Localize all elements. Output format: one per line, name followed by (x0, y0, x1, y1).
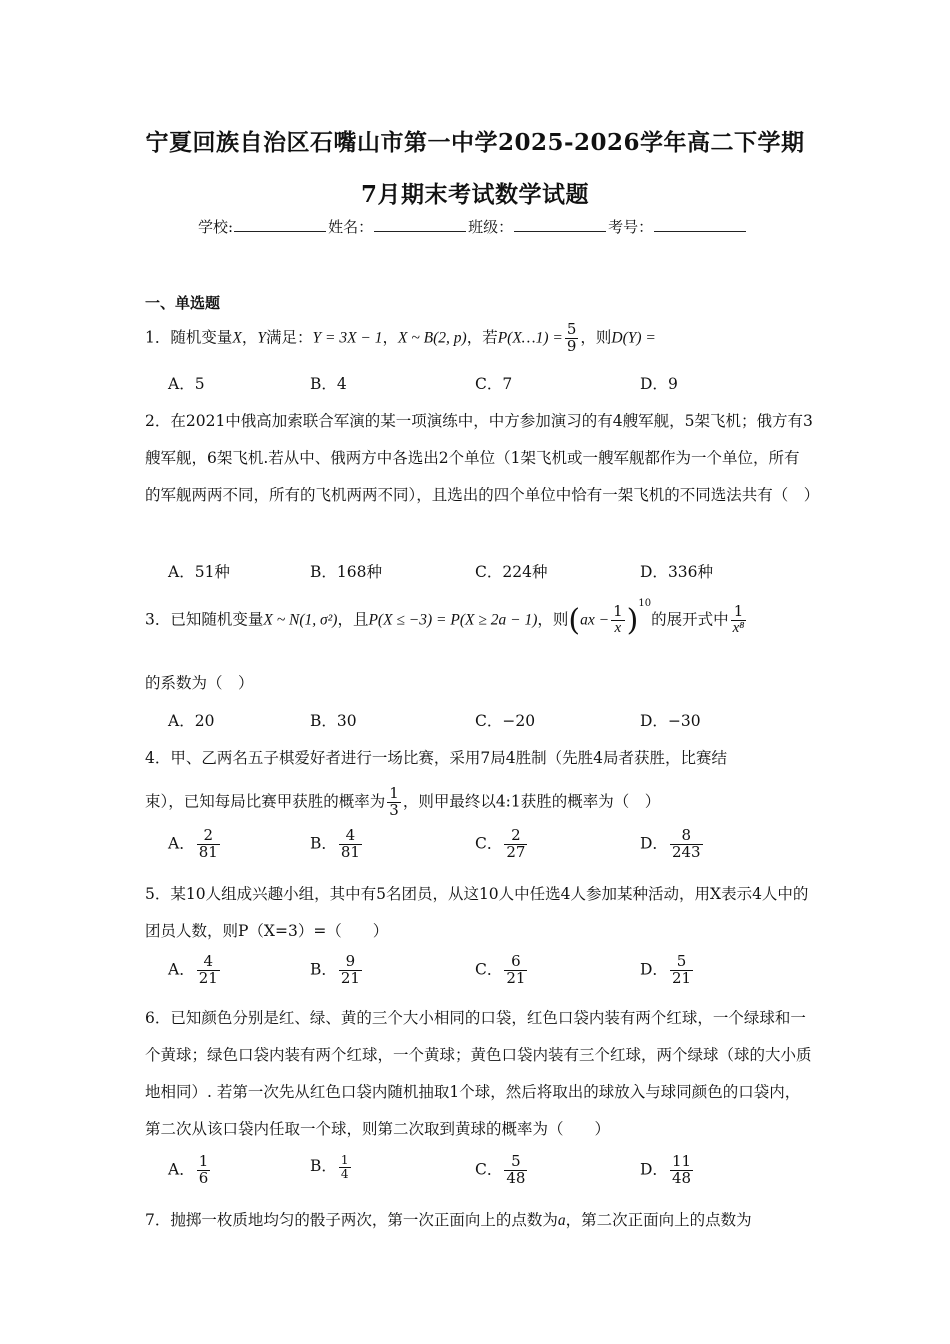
q5-option-a[interactable]: A． $\frac{4}{21}$ (168, 952, 218, 987)
q3-option-b[interactable]: B．30 (310, 712, 357, 730)
fraction: $\frac{1}{x}$ (613, 602, 623, 636)
fraction: $\frac{1}{3}$ (389, 784, 399, 819)
class-label: 班级： (468, 218, 514, 236)
q1-option-d[interactable]: D．9 (640, 375, 678, 393)
question-6: 6．已知颜色分别是红、绿、黄的三个大小相同的口袋，红色口袋内装有两个红球，一个绿球和一个黄球；绿色口袋内装有两个红球，一个黄球；黄色口袋内装有三个红球，两个绿球（球的大小质地相同）. 若第一次先从红色口袋内随机抽取1个球，然后将取出的球放入与球同颜色的口袋内，第二次从该口袋内任取一个球，则第二次取到黄球的概率为（ ） (145, 1009, 812, 1138)
name-label: 姓名： (328, 218, 374, 236)
number-label: 考号： (608, 218, 654, 236)
q6-option-a[interactable]: A． $\frac{1}{6}$ (168, 1152, 209, 1187)
question-1: 1．随机变量X，Y满足：Y = 3X − 1，X ~ B(2, p)，若P(X…1) = $\frac{5}{9}$ ，则D(Y) = (145, 320, 656, 355)
number-blank[interactable] (654, 217, 746, 232)
q6-option-c[interactable]: C． $\frac{5}{48}$ (475, 1152, 526, 1187)
q4-option-a[interactable]: A． $\frac{2}{81}$ (168, 826, 218, 861)
q2-option-a[interactable]: A．51种 (168, 563, 230, 581)
q3-option-a[interactable]: A．20 (168, 712, 215, 730)
q1-option-c[interactable]: C．7 (475, 375, 513, 393)
q5-option-b[interactable]: B． $\frac{9}{21}$ (310, 952, 360, 987)
q6-option-b[interactable]: B． $\frac{1}{4}$ (310, 1153, 349, 1181)
q5-option-d[interactable]: D． $\frac{5}{21}$ (640, 952, 692, 987)
q2-option-b[interactable]: B．168种 (310, 563, 382, 581)
class-blank[interactable] (514, 217, 606, 232)
q1-option-b[interactable]: B．4 (310, 375, 347, 393)
question-5: 5．某10人组成兴趣小组，其中有5名团员，从这10人中任选4人参加某种活动，用X表示4人中的团员人数，则P（X=3）=（ ） (145, 885, 809, 940)
q1-option-a[interactable]: A．5 (168, 375, 205, 393)
q3-option-c[interactable]: C．−20 (475, 712, 536, 730)
question-4-line1: 4．甲、乙两名五子棋爱好者进行一场比赛，采用7局4胜制（先胜4局者获胜，比赛结 (145, 749, 727, 767)
fraction: $\frac{5}{9}$ (566, 320, 577, 355)
section-heading: 一、单选题 (145, 294, 221, 312)
school-blank[interactable] (234, 217, 326, 232)
question-4-line2: 束），已知每局比赛甲获胜的概率为 $\frac{1}{3}$ ，则甲最终以4:1获胜的概率为（ ） (145, 784, 661, 819)
question-3-line2: 的系数为（ ） (145, 674, 254, 692)
q2-option-c[interactable]: C．224种 (475, 563, 548, 581)
question-2: 2．在2021中俄高加索联合军演的某一项演练中，中方参加演习的有4艘军舰，5架飞机；俄方有3艘军舰，6架飞机.若从中、俄两方中各选出2个单位（1架飞机或一艘军舰都作为一个单位，所有的军舰两两不同，所有的飞机两两不同），且选出的四个单位中恰有一架飞机的不同选法共有（ ） (145, 412, 820, 504)
q3-option-d[interactable]: D．−30 (640, 712, 701, 730)
q4-option-b[interactable]: B． $\frac{4}{81}$ (310, 826, 360, 861)
exam-title-line2: 7月期末考试数学试题 (360, 181, 589, 208)
student-info-row (198, 216, 748, 237)
exam-title-line1: 宁夏回族自治区石嘴山市第一中学2025-2026学年高二下学期 (145, 129, 805, 156)
question-7: 7．抛掷一枚质地均匀的骰子两次，第一次正面向上的点数为a，第二次正面向上的点数为 (145, 1211, 752, 1229)
question-3: 3．已知随机变量X ~ N(1, σ²)，且P(X ≤ −3) = P(X ≥ 2a − 1)，则(ax − $\frac{1}{x}$ )$^{10}$的展开式中 $\frac{1}{\text{x⁸}}$ (145, 598, 745, 638)
q2-option-d[interactable]: D．336种 (640, 563, 714, 581)
q4-option-c[interactable]: C． $\frac{2}{27}$ (475, 826, 526, 861)
name-blank[interactable] (374, 217, 466, 232)
q4-option-d[interactable]: D． $\frac{8}{243}$ (640, 826, 701, 861)
fraction: $\frac{1}{\text{x⁸}}$ (732, 602, 745, 636)
q6-option-d[interactable]: D． $\frac{11}{48}$ (640, 1152, 692, 1187)
school-label: 学校: (198, 218, 234, 236)
q5-option-c[interactable]: C． $\frac{6}{21}$ (475, 952, 526, 987)
